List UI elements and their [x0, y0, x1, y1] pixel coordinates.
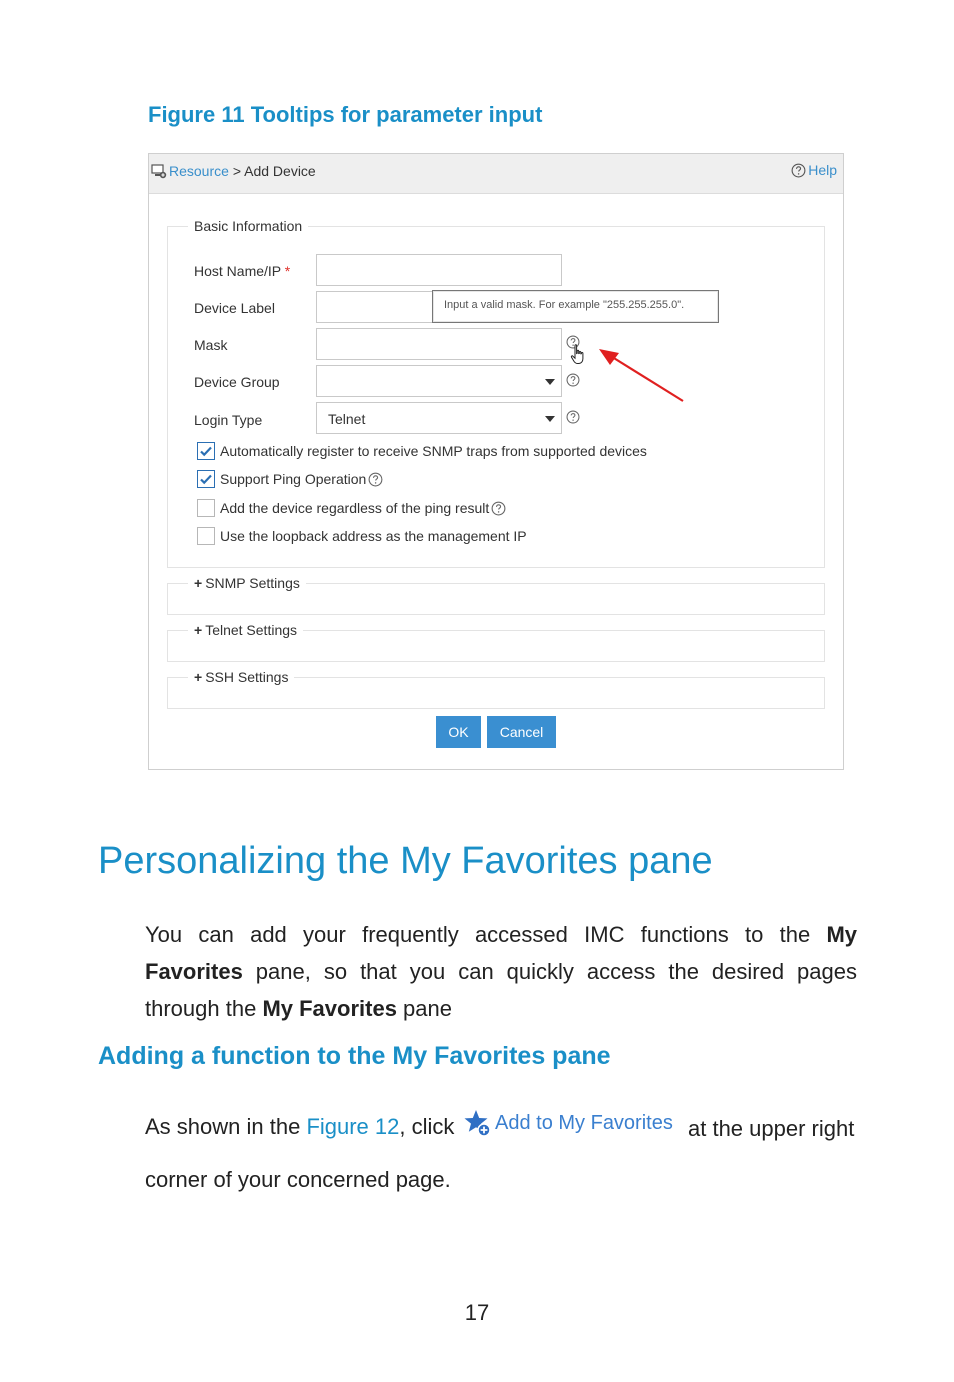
ping-operation-label: Support Ping Operation [220, 471, 367, 487]
snmp-traps-label: Automatically register to receive SNMP traps from supported devices [220, 443, 647, 459]
instruction-prefix: As shown in the [145, 1114, 307, 1139]
instruction-tail: at the upper right [688, 1116, 855, 1141]
paragraph-part2: pane, so that you can quickly access the desired pages through the [145, 959, 857, 1021]
loopback-checkbox[interactable] [197, 527, 215, 545]
chevron-down-icon [545, 416, 555, 422]
paragraph-bold1: My Favorites [145, 922, 857, 984]
ssh-settings-label: SSH Settings [205, 669, 289, 685]
add-to-favorites-label: Add to My Favorites [495, 1111, 673, 1134]
hand-cursor-icon [569, 343, 589, 367]
login-type-select[interactable] [316, 402, 562, 434]
page-number: 17 [464, 1300, 490, 1325]
figure-12-link[interactable]: Figure 12 [306, 1114, 400, 1139]
breadcrumb-resource-link[interactable]: Resource [169, 163, 229, 179]
breadcrumb [169, 163, 316, 179]
device-label-label: Device Label [194, 300, 275, 316]
ok-button[interactable]: OK [436, 716, 481, 748]
star-plus-icon [463, 1108, 493, 1138]
chevron-down-icon [545, 379, 555, 385]
page-header [149, 154, 843, 194]
instruction-line2: corner of your concerned page. [145, 1167, 451, 1192]
ignore-ping-checkbox-row[interactable] [197, 498, 506, 518]
paragraph-bold2: My Favorites [262, 996, 397, 1021]
telnet-settings-legend[interactable] [188, 622, 303, 638]
loopback-label: Use the loopback address as the management IP [220, 528, 527, 544]
ping-operation-checkbox[interactable] [197, 470, 215, 488]
device-group-label: Device Group [194, 374, 280, 390]
device-group-select[interactable] [316, 365, 562, 397]
ping-operation-help-icon[interactable] [368, 472, 383, 487]
device-add-icon [151, 163, 167, 179]
ignore-ping-label: Add the device regardless of the ping result [220, 500, 490, 516]
ignore-ping-checkbox[interactable] [197, 499, 215, 517]
mask-tooltip: Input a valid mask. For example "255.255.255.0". [432, 290, 719, 323]
help-icon [791, 163, 806, 178]
ignore-ping-help-icon[interactable] [491, 501, 506, 516]
snmp-traps-checkbox-row[interactable] [197, 441, 647, 461]
subheading: Adding a function to the My Favorites pane [98, 1042, 611, 1070]
expand-plus-icon: + [194, 669, 203, 685]
breadcrumb-separator: > [232, 163, 241, 179]
add-to-favorites-button[interactable] [463, 1108, 673, 1138]
telnet-settings-section[interactable] [167, 622, 825, 662]
figure-caption: Figure 11 Tooltips for parameter input [148, 102, 543, 127]
snmp-settings-section[interactable] [167, 575, 825, 615]
basic-information-legend: Basic Information [188, 218, 308, 234]
red-arrow [597, 347, 687, 403]
cancel-button[interactable]: Cancel [487, 716, 556, 748]
login-type-help-icon[interactable] [566, 410, 580, 424]
paragraph-part3: pane [396, 996, 452, 1021]
host-name-input[interactable] [316, 254, 562, 286]
ssh-settings-section[interactable] [167, 669, 825, 709]
checkmark-icon [199, 472, 213, 486]
host-name-label-text: Host Name/IP [194, 263, 281, 279]
snmp-settings-legend[interactable] [188, 575, 306, 591]
loopback-checkbox-row[interactable] [197, 526, 527, 546]
snmp-settings-label: SNMP Settings [205, 575, 300, 591]
telnet-settings-label: Telnet Settings [205, 622, 298, 638]
snmp-traps-checkbox[interactable] [197, 442, 215, 460]
mask-input[interactable] [316, 328, 562, 360]
section-heading: Personalizing the My Favorites pane [98, 840, 713, 882]
checkmark-icon [199, 444, 213, 458]
add-device-screenshot [148, 153, 844, 770]
login-type-label: Login Type [194, 412, 263, 428]
ssh-settings-legend[interactable] [188, 669, 294, 685]
instruction-after-link: , click [399, 1114, 455, 1139]
help-link[interactable] [791, 162, 837, 178]
breadcrumb-current: Add Device [244, 163, 316, 179]
expand-plus-icon: + [194, 575, 203, 591]
help-label: Help [808, 162, 837, 178]
intro-paragraph [145, 916, 857, 1027]
expand-plus-icon: + [194, 622, 203, 638]
mask-label: Mask [194, 337, 228, 353]
paragraph-part1: You can add your frequently accessed IMC functions to the [145, 922, 827, 947]
required-mark: * [284, 263, 291, 279]
ping-operation-checkbox-row[interactable] [197, 469, 383, 489]
login-type-value: Telnet [328, 411, 366, 427]
host-name-label [194, 263, 290, 279]
device-group-help-icon[interactable] [566, 373, 580, 387]
